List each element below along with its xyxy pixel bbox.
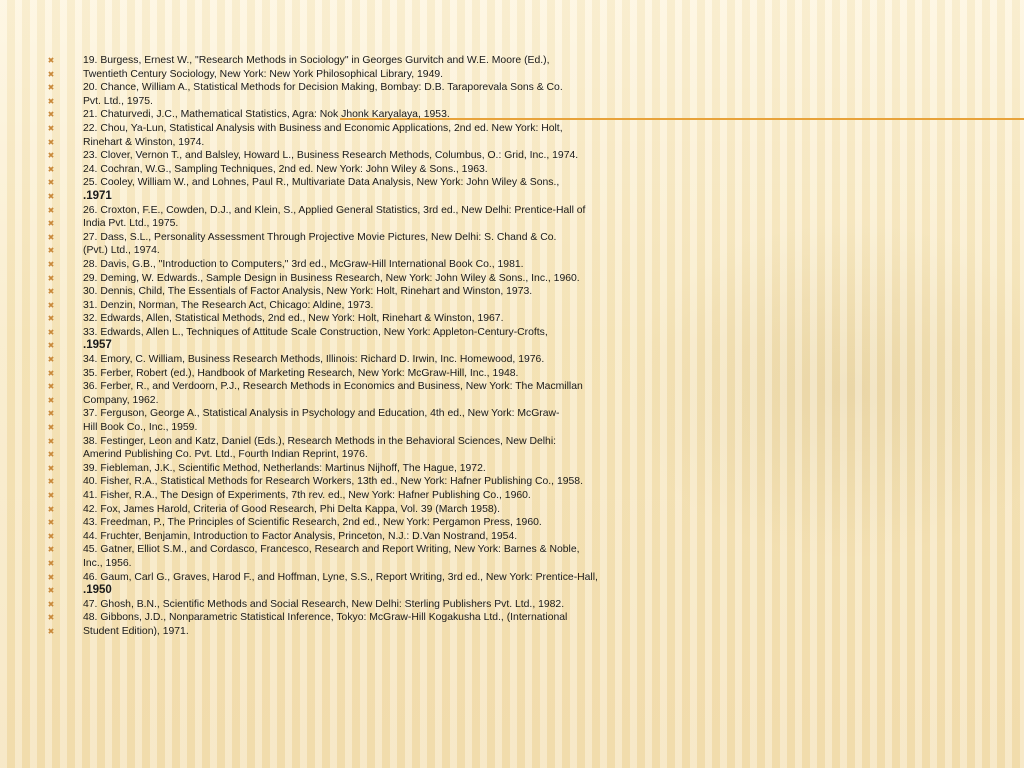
- list-item: [45, 231, 995, 245]
- cross-mark-icon: ✖: [47, 191, 55, 201]
- reference-text: Twentieth Century Sociology, New York: New York Philosophical Library, 1949.: [83, 68, 444, 80]
- cross-mark-icon: ✖: [47, 205, 55, 215]
- list-item: [45, 571, 995, 585]
- reference-text: India Pvt. Ltd., 1975.: [83, 218, 179, 230]
- cross-mark-icon: ✖: [47, 613, 55, 623]
- cross-mark-icon: ✖: [47, 110, 55, 120]
- reference-text: 37. Ferguson, George A., Statistical Analysis in Psychology and Education, 4th ed., New York: McGraw-: [83, 408, 560, 420]
- reference-text: 21. Chaturvedi, J.C., Mathematical Statistics, Agra: Nok Jhonk Karyalaya, 1953.: [83, 109, 450, 121]
- reference-text: 32. Edwards, Allen, Statistical Methods, 2nd ed., New York: Holt, Rinehart & Winston, 1967.: [83, 313, 504, 325]
- cross-mark-icon: ✖: [47, 368, 55, 378]
- cross-mark-icon: ✖: [47, 477, 55, 487]
- reference-text: 27. Dass, S.L., Personality Assessment Through Projective Movie Pictures, New Delhi: S. Chand & Co.: [83, 231, 557, 243]
- reference-text: 25. Cooley, William W., and Lohnes, Paul R., Multivariate Data Analysis, New York: John Wiley & Sons.,: [83, 177, 560, 189]
- reference-text: 31. Denzin, Norman, The Research Act, Chicago: Aldine, 1973.: [83, 299, 374, 311]
- reference-text: 39. Fiebleman, J.K., Scientific Method, Netherlands: Martinus Nijhoff, The Hague, 1972.: [83, 462, 486, 474]
- cross-mark-icon: ✖: [47, 327, 55, 337]
- cross-mark-icon: ✖: [47, 96, 55, 106]
- cross-mark-icon: ✖: [47, 586, 55, 596]
- reference-text: .1957: [83, 339, 112, 352]
- cross-mark-icon: ✖: [47, 164, 55, 174]
- reference-text: .1971: [83, 189, 112, 202]
- list-item: [45, 421, 995, 435]
- list-item: [45, 530, 995, 544]
- cross-mark-icon: ✖: [47, 423, 55, 433]
- list-item: [45, 136, 995, 150]
- list-item: [45, 176, 995, 190]
- cross-mark-icon: ✖: [47, 395, 55, 405]
- reference-text: 35. Ferber, Robert (ed.), Handbook of Marketing Research, New York: McGraw-Hill, Inc., 1948.: [83, 367, 519, 379]
- cross-mark-icon: ✖: [47, 382, 55, 392]
- reference-text: 42. Fox, James Harold, Criteria of Good Research, Phi Delta Kappa, Vol. 39 (March 1958).: [83, 503, 500, 515]
- reference-text: 30. Dennis, Child, The Essentials of Factor Analysis, New York: Holt, Rinehart and Winston, 1973.: [83, 286, 533, 298]
- cross-mark-icon: ✖: [47, 599, 55, 609]
- list-item: [45, 285, 995, 299]
- cross-mark-icon: ✖: [47, 626, 55, 636]
- list-item: [45, 108, 995, 122]
- reference-text: 46. Gaum, Carl G., Graves, Harod F., and Hoffman, Lyne, S.S., Report Writing, 3rd ed., New York: Prentice-Hall,: [83, 571, 598, 583]
- list-item: [45, 204, 995, 218]
- list-item: [45, 312, 995, 326]
- cross-mark-icon: ✖: [47, 69, 55, 79]
- reference-text: 29. Deming, W. Edwards., Sample Design in Business Research, New York: John Wiley & Sons., Inc., 1960.: [83, 272, 580, 284]
- reference-text: 38. Festinger, Leon and Katz, Daniel (Eds.), Research Methods in the Behavioral Sciences, New Delhi:: [83, 435, 557, 447]
- list-item: [45, 394, 995, 408]
- reference-text: 43. Freedman, P., The Principles of Scientific Research, 2nd ed., New York: Pergamon Press, 1960.: [83, 517, 542, 529]
- reference-text: Inc., 1956.: [83, 557, 132, 569]
- list-item: [45, 353, 995, 367]
- reference-text: 48. Gibbons, J.D., Nonparametric Statistical Inference, Tokyo: McGraw-Hill Kogakusha Ltd., (International: [83, 612, 568, 624]
- list-item: [45, 543, 995, 557]
- cross-mark-icon: ✖: [47, 531, 55, 541]
- cross-mark-icon: ✖: [47, 151, 55, 161]
- list-item: [45, 380, 995, 394]
- cross-mark-icon: ✖: [47, 504, 55, 514]
- cross-mark-icon: ✖: [47, 219, 55, 229]
- list-item: [45, 516, 995, 530]
- reference-text: 26. Croxton, F.E., Cowden, D.J., and Klein, S., Applied General Statistics, 3rd ed., New Delhi: Prentice-Hall of: [83, 204, 586, 216]
- reference-text: 41. Fisher, R.A., The Design of Experiments, 7th rev. ed., New York: Hafner Publishing Co., 1960.: [83, 490, 531, 501]
- reference-text: 36. Ferber, R., and Verdoorn, P.J., Research Methods in Economics and Business, New York: The Macmillan: [83, 381, 583, 393]
- list-item: [45, 81, 995, 95]
- reference-text: 40. Fisher, R.A., Statistical Methods for Research Workers, 13th ed., New York: Hafner Publishing Co., 1958.: [83, 476, 583, 488]
- list-item: [45, 95, 995, 109]
- reference-text: 28. Davis, G.B., "Introduction to Computers," 3rd ed., McGraw-Hill International Book Co., 1981.: [83, 258, 524, 270]
- list-item: [45, 54, 995, 68]
- cross-mark-icon: ✖: [47, 83, 55, 93]
- cross-mark-icon: ✖: [47, 491, 55, 500]
- cross-mark-icon: ✖: [47, 436, 55, 446]
- reference-text: Pvt. Ltd., 1975.: [83, 95, 153, 107]
- reference-text: 20. Chance, William A., Statistical Methods for Decision Making, Bombay: D.B. Taraporevala Sons & Co.: [83, 82, 563, 94]
- cross-mark-icon: ✖: [47, 355, 55, 365]
- cross-mark-icon: ✖: [47, 273, 55, 283]
- list-item: [45, 475, 995, 489]
- reference-list: [45, 54, 995, 639]
- list-item: [45, 299, 995, 313]
- list-item: [45, 149, 995, 163]
- cross-mark-icon: ✖: [47, 518, 55, 528]
- reference-text: 22. Chou, Ya-Lun, Statistical Analysis with Business and Economic Applications, 2nd ed. New York: Holt,: [83, 122, 563, 134]
- list-item: [45, 339, 995, 353]
- cross-mark-icon: ✖: [47, 259, 55, 269]
- cross-mark-icon: ✖: [47, 314, 55, 324]
- reference-text: 33. Edwards, Allen L., Techniques of Attitude Scale Construction, New York: Appleton-Century-Crofts,: [83, 326, 548, 338]
- list-item: [45, 407, 995, 421]
- reference-text: Rinehart & Winston, 1974.: [83, 136, 205, 148]
- cross-mark-icon: ✖: [47, 123, 55, 133]
- cross-mark-icon: ✖: [47, 287, 55, 297]
- list-item: [45, 272, 995, 286]
- cross-mark-icon: ✖: [47, 409, 55, 419]
- reference-text: 19. Burgess, Ernest W., "Research Methods in Sociology" in Georges Gurvitch and W.E. Moore (Ed.),: [83, 55, 550, 66]
- list-item: [45, 326, 995, 340]
- list-item: [45, 625, 995, 639]
- list-item: [45, 163, 995, 177]
- list-item: [45, 611, 995, 625]
- list-item: [45, 448, 995, 462]
- cross-mark-icon: ✖: [47, 450, 55, 460]
- cross-mark-icon: ✖: [47, 558, 55, 568]
- cross-mark-icon: ✖: [47, 572, 55, 582]
- cross-mark-icon: ✖: [47, 463, 55, 473]
- list-item: [45, 462, 995, 476]
- list-item: [45, 557, 995, 571]
- cross-mark-icon: ✖: [47, 56, 55, 65]
- cross-mark-icon: ✖: [47, 137, 55, 147]
- list-item: [45, 489, 995, 503]
- cross-mark-icon: ✖: [47, 545, 55, 555]
- list-item: [45, 584, 995, 598]
- reference-text: Hill Book Co., Inc., 1959.: [83, 422, 198, 434]
- reference-text: Company, 1962.: [83, 394, 159, 406]
- cross-mark-icon: ✖: [47, 178, 55, 188]
- reference-text: 44. Fruchter, Benjamin, Introduction to Factor Analysis, Princeton, N.J.: D.Van Nostrand, 1954.: [83, 530, 518, 542]
- reference-text: Student Edition), 1971.: [83, 625, 189, 637]
- reference-text: Amerind Publishing Co. Pvt. Ltd., Fourth Indian Reprint, 1976.: [83, 449, 368, 461]
- cross-mark-icon: ✖: [47, 341, 55, 351]
- list-item: [45, 503, 995, 517]
- list-item: [45, 190, 995, 204]
- reference-text: 45. Gatner, Elliot S.M., and Cordasco, Francesco, Research and Report Writing, New York: Barnes & Noble,: [83, 544, 580, 556]
- reference-text: 34. Emory, C. William, Business Research Methods, Illinois: Richard D. Irwin, Inc. Homewood, 1976.: [83, 354, 545, 366]
- reference-text: .1950: [83, 584, 112, 597]
- reference-text: 24. Cochran, W.G., Sampling Techniques, 2nd ed. New York: John Wiley & Sons., 1963.: [83, 163, 488, 175]
- list-item: [45, 68, 995, 82]
- cross-mark-icon: ✖: [47, 246, 55, 256]
- list-item: [45, 435, 995, 449]
- cross-mark-icon: ✖: [47, 300, 55, 310]
- list-item: [45, 598, 995, 612]
- list-item: [45, 367, 995, 381]
- list-item: [45, 244, 995, 258]
- list-item: [45, 122, 995, 136]
- list-item: [45, 217, 995, 231]
- reference-text: (Pvt.) Ltd., 1974.: [83, 245, 160, 257]
- list-item: [45, 258, 995, 272]
- reference-text: 47. Ghosh, B.N., Scientific Methods and Social Research, New Delhi: Sterling Publishers Pvt. Ltd., 1982.: [83, 598, 565, 610]
- reference-text: 23. Clover, Vernon T., and Balsley, Howard L., Business Research Methods, Columbus, O.: Grid, Inc., 1974.: [83, 150, 579, 162]
- cross-mark-icon: ✖: [47, 232, 55, 242]
